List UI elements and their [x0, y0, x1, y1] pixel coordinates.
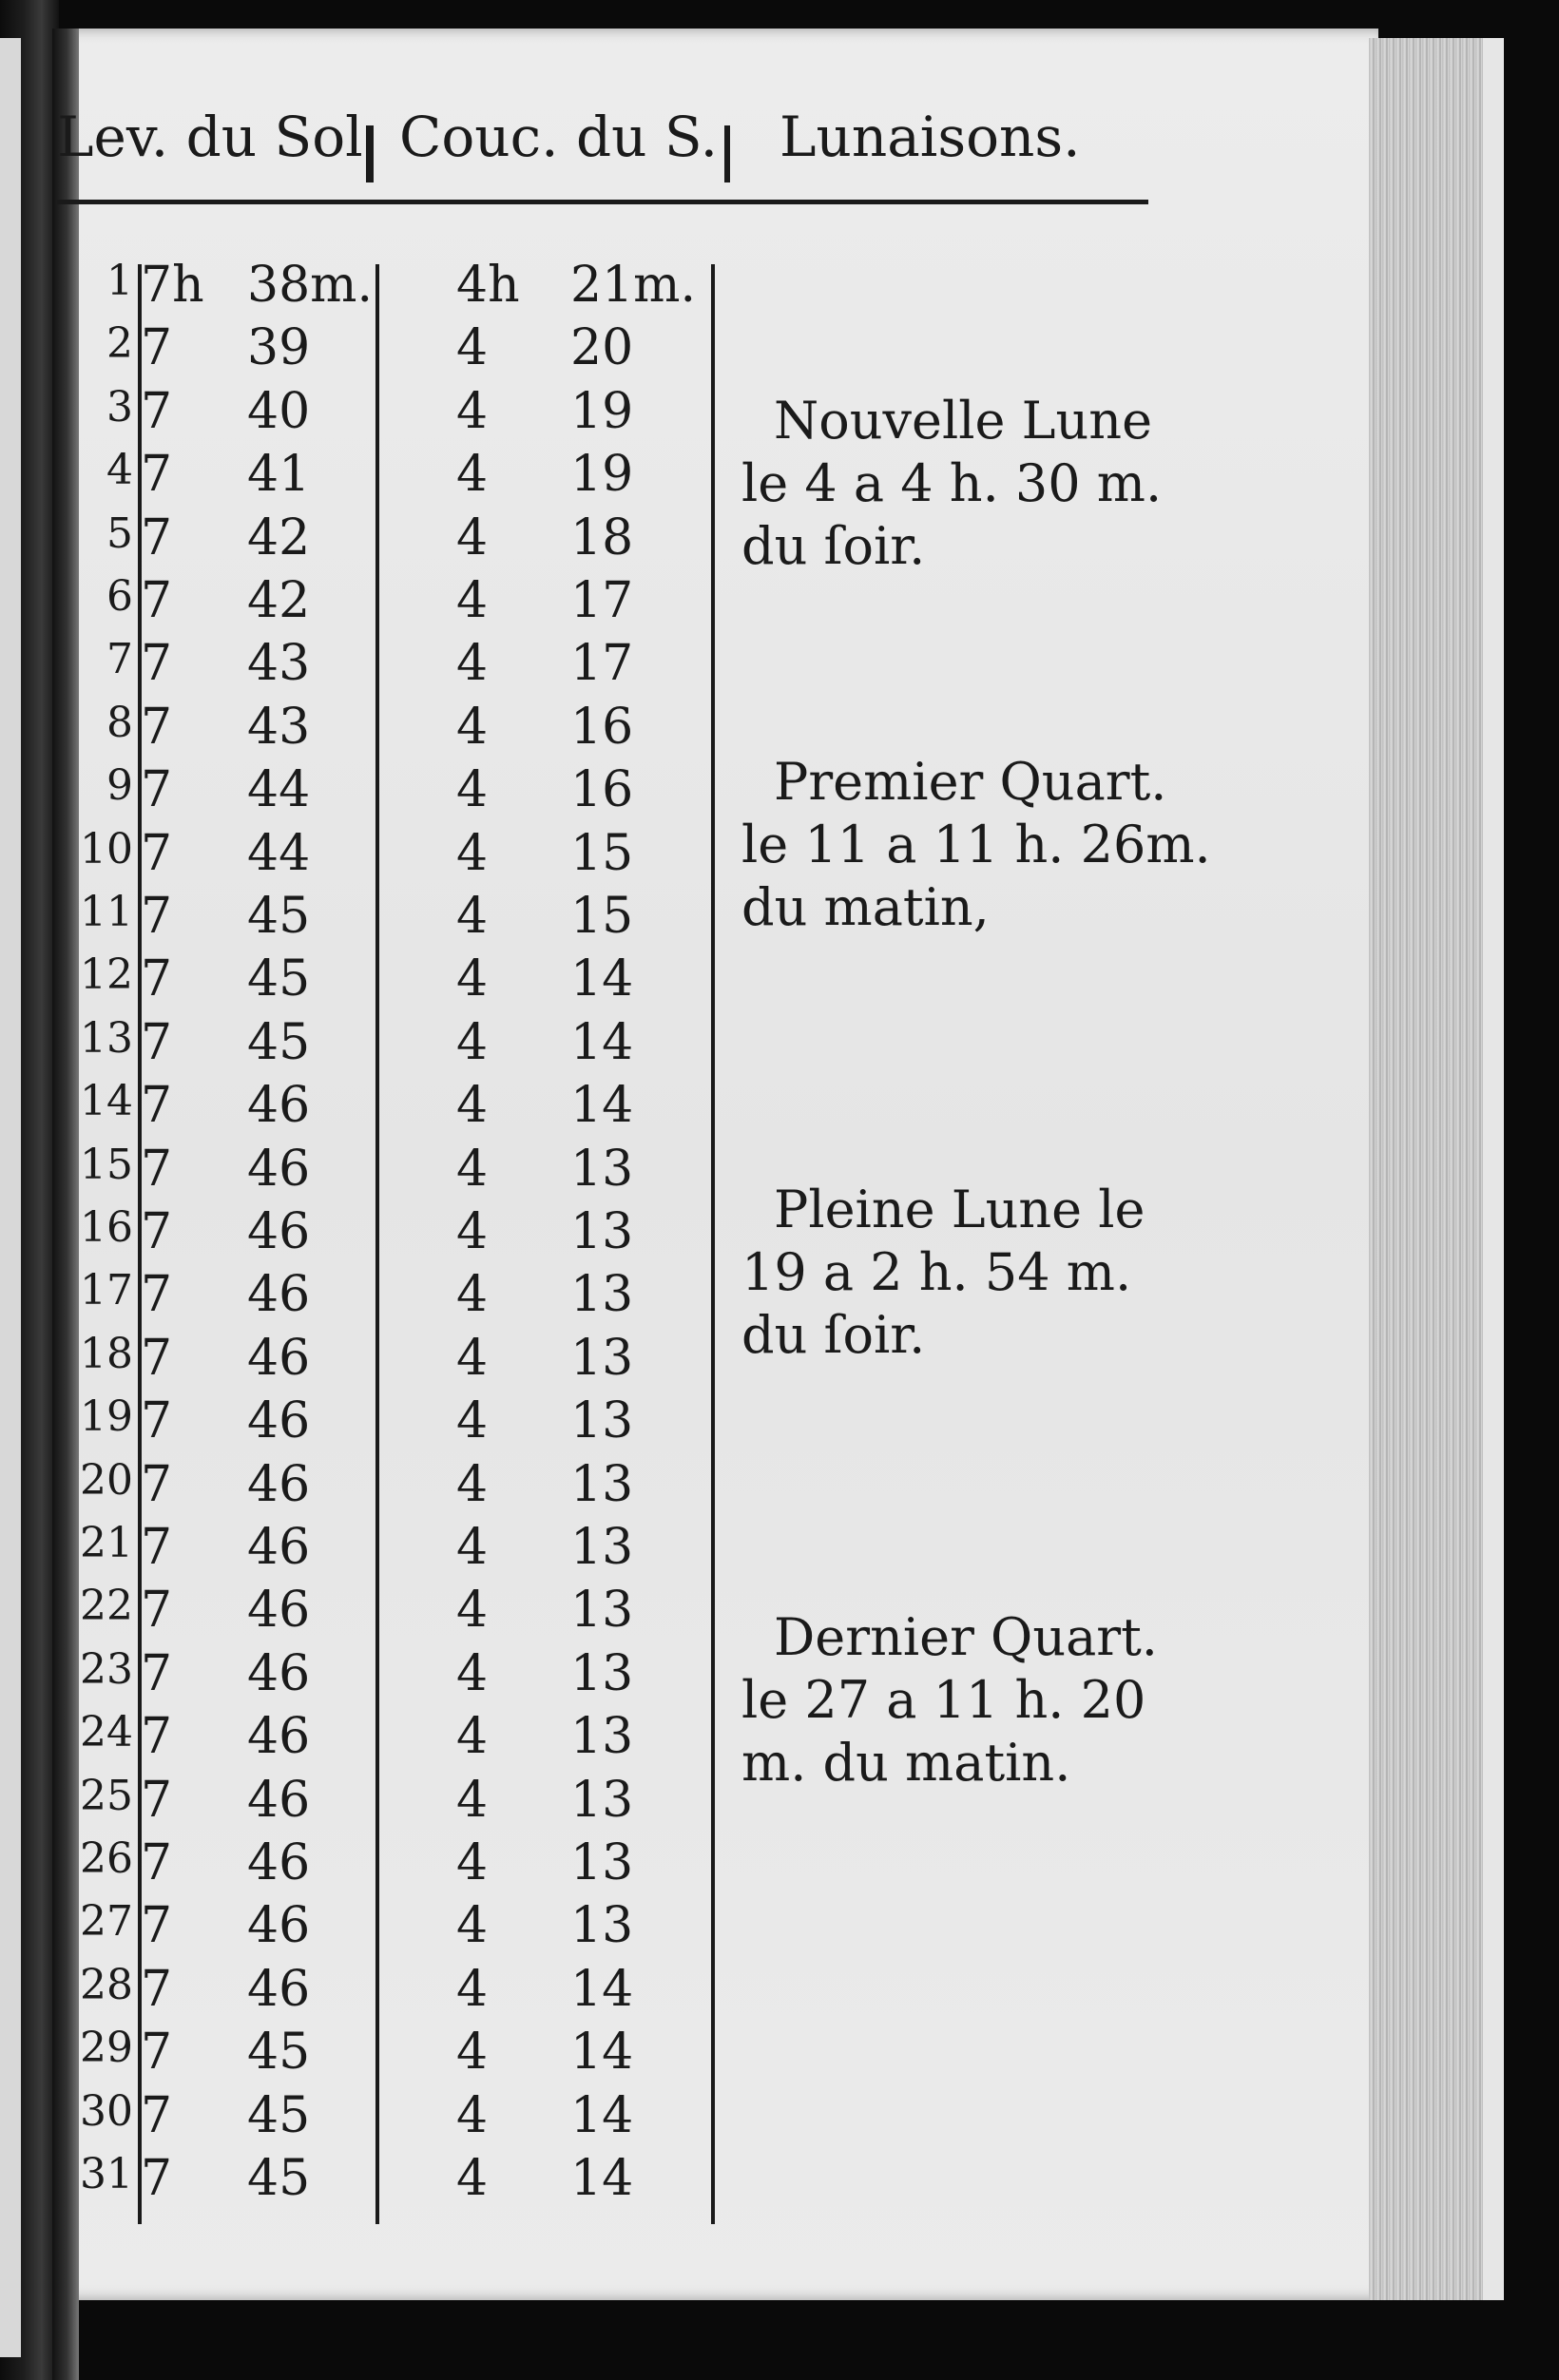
phase-title: Premier Quart. — [774, 752, 1167, 812]
sunrise-hour: 7 — [141, 1771, 173, 1829]
sunrise-minute: 46 — [247, 1897, 311, 1955]
sunrise-hour: 7 — [141, 1644, 173, 1702]
day-number: 11 — [80, 888, 133, 936]
sunset-minute: 13 — [570, 1266, 634, 1324]
day-number: 5 — [106, 509, 133, 558]
sunset-hour: 4 — [456, 1329, 489, 1387]
page-edges — [1369, 38, 1483, 2300]
phase-time-of-day: du ſoir. — [741, 516, 926, 576]
sunrise-minute: 46 — [247, 1140, 311, 1198]
day-number: 1 — [106, 257, 133, 305]
sunset-minute: 19 — [570, 382, 634, 440]
phase-date: le 4 a 4 h. 30 m. — [741, 453, 1163, 513]
sunset-minute: 19 — [570, 446, 634, 504]
sunrise-minute: 45 — [247, 888, 311, 945]
sunrise-minute: 46 — [247, 1960, 311, 2018]
sunset-minute: 15 — [570, 824, 634, 882]
phase-title: Nouvelle Lune — [774, 391, 1153, 451]
sunrise-minute: 46 — [247, 1582, 311, 1640]
sunset-minute: 13 — [570, 1897, 634, 1955]
day-number: 2 — [106, 319, 133, 369]
sunset-hour: 4 — [456, 572, 489, 629]
sunset-hour: 4 — [456, 1708, 489, 1766]
day-number: 4 — [106, 446, 133, 495]
sunset-hour: 4 — [456, 509, 489, 566]
day-number: 26 — [80, 1834, 133, 1883]
sunset-minute: 13 — [570, 1708, 634, 1766]
sunset-hour: 4 — [456, 1834, 489, 1891]
sunset-minute: 13 — [570, 1203, 634, 1260]
sunset-minute: 18 — [570, 509, 634, 566]
day-number: 30 — [80, 2086, 133, 2136]
sunrise-minute: 46 — [247, 1771, 311, 1829]
sunset-hour: 4 — [456, 698, 489, 756]
sunrise-hour: 7 — [141, 888, 173, 945]
sunset-minute: 21m. — [570, 257, 697, 314]
sunrise-minute: 46 — [247, 1329, 311, 1387]
sunrise-hour: 7 — [141, 1455, 173, 1513]
sunrise-minute: 45 — [247, 950, 311, 1008]
sunset-minute: 13 — [570, 1582, 634, 1640]
sunset-hour: 4 — [456, 446, 489, 504]
sunrise-minute: 46 — [247, 1392, 311, 1450]
sunset-hour: 4 — [456, 1266, 489, 1324]
sunrise-hour: 7 — [141, 446, 173, 504]
sunset-hour: 4h — [456, 257, 520, 314]
sunset-hour: 4 — [456, 319, 489, 377]
phase-date: le 11 a 11 h. 26m. — [741, 815, 1211, 874]
day-number: 7 — [106, 635, 133, 684]
sunset-minute: 13 — [570, 1329, 634, 1387]
sunrise-minute: 45 — [247, 2086, 311, 2144]
sunset-minute: 17 — [570, 572, 634, 629]
sunset-minute: 14 — [570, 2086, 634, 2144]
sunrise-minute: 43 — [247, 635, 311, 693]
sunrise-minute: 46 — [247, 1708, 311, 1766]
sunrise-minute: 42 — [247, 572, 311, 629]
sunset-hour: 4 — [456, 888, 489, 945]
sunrise-minute: 41 — [247, 446, 311, 504]
sunrise-minute: 46 — [247, 1644, 311, 1702]
phase-time-of-day: du ſoir. — [741, 1305, 926, 1365]
day-number: 9 — [106, 761, 133, 811]
sunset-minute: 13 — [570, 1834, 634, 1891]
sunrise-hour: 7 — [141, 1266, 173, 1324]
sunrise-minute: 38m. — [247, 257, 374, 314]
sunset-hour: 4 — [456, 382, 489, 440]
sunrise-hour: 7 — [141, 1960, 173, 2018]
phase-last-quarter — [741, 1606, 1188, 1795]
sunset-hour: 4 — [456, 1392, 489, 1450]
sunrise-minute: 46 — [247, 1266, 311, 1324]
left-page-edge — [0, 38, 21, 2357]
header-sunrise: Lev. du Sol — [57, 105, 363, 169]
sunset-hour: 4 — [456, 1140, 489, 1198]
day-number: 28 — [80, 1960, 133, 2009]
sunset-minute: 13 — [570, 1519, 634, 1576]
sunrise-hour: 7 — [141, 950, 173, 1008]
sunrise-hour: 7 — [141, 1077, 173, 1135]
sunrise-hour: 7 — [141, 382, 173, 440]
sunrise-hour: 7 — [141, 2024, 173, 2082]
sunrise-hour: 7 — [141, 761, 173, 819]
day-number: 18 — [80, 1329, 133, 1378]
sunset-hour: 4 — [456, 635, 489, 693]
phase-title: Dernier Quart. — [774, 1607, 1158, 1667]
sunrise-minute: 46 — [247, 1519, 311, 1576]
page-edge-highlight — [1483, 38, 1504, 2300]
sunset-hour: 4 — [456, 2150, 489, 2207]
sunset-minute: 14 — [570, 2024, 634, 2082]
phase-date: le 27 a 11 h. 20 — [741, 1670, 1146, 1730]
day-number: 16 — [80, 1203, 133, 1252]
sunrise-hour: 7 — [141, 1708, 173, 1766]
sunrise-hour: 7 — [141, 1519, 173, 1576]
header-rule — [57, 200, 1148, 204]
sunrise-minute: 45 — [247, 1013, 311, 1071]
header-separator-1 — [366, 125, 374, 182]
sunset-minute: 14 — [570, 1077, 634, 1135]
sunrise-hour: 7 — [141, 1392, 173, 1450]
day-number: 17 — [80, 1266, 133, 1315]
sunset-minute: 14 — [570, 1960, 634, 2018]
sunset-minute: 13 — [570, 1455, 634, 1513]
sunrise-minute: 39 — [247, 319, 311, 377]
sunset-hour: 4 — [456, 761, 489, 819]
day-number: 23 — [80, 1644, 133, 1694]
sunset-hour: 4 — [456, 2086, 489, 2144]
sunset-minute: 13 — [570, 1771, 634, 1829]
sunrise-minute: 44 — [247, 761, 311, 819]
day-number: 15 — [80, 1140, 133, 1189]
phase-date: 19 a 2 h. 54 m. — [741, 1242, 1132, 1302]
sunset-hour: 4 — [456, 1519, 489, 1576]
sunrise-minute: 45 — [247, 2150, 311, 2207]
sunset-minute: 14 — [570, 2150, 634, 2207]
day-number: 21 — [80, 1519, 133, 1567]
day-number: 13 — [80, 1013, 133, 1063]
sunrise-minute: 46 — [247, 1203, 311, 1260]
sunset-hour: 4 — [456, 1644, 489, 1702]
day-number: 8 — [106, 698, 133, 747]
header-moon-phases: Lunaisons. — [780, 105, 1081, 169]
phase-first-quarter — [741, 751, 1211, 939]
sunset-hour: 4 — [456, 824, 489, 882]
sunrise-hour: 7 — [141, 1897, 173, 1955]
header-separator-2 — [724, 125, 730, 182]
sunset-minute: 13 — [570, 1644, 634, 1702]
day-number: 10 — [80, 824, 133, 873]
header-sunset: Couc. du S. — [399, 105, 719, 169]
day-number: 3 — [106, 382, 133, 432]
day-number: 25 — [80, 1771, 133, 1820]
day-number: 6 — [106, 572, 133, 621]
sunrise-minute: 44 — [247, 824, 311, 882]
sunset-hour: 4 — [456, 1897, 489, 1955]
sunrise-minute: 43 — [247, 698, 311, 756]
sunrise-hour: 7 — [141, 635, 173, 693]
sunrise-hour: 7 — [141, 1582, 173, 1640]
sunset-minute: 13 — [570, 1140, 634, 1198]
sunrise-hour: 7 — [141, 1329, 173, 1387]
sunrise-minute: 46 — [247, 1455, 311, 1513]
phase-title: Pleine Lune le — [774, 1180, 1145, 1239]
sunrise-hour: 7 — [141, 509, 173, 566]
phase-time-of-day: m. du matin. — [741, 1733, 1071, 1793]
phase-full-moon — [741, 1179, 1188, 1367]
sunset-minute: 20 — [570, 319, 634, 377]
sunrise-hour: 7 — [141, 1834, 173, 1891]
sunrise-hour: 7 — [141, 572, 173, 629]
sunset-minute: 14 — [570, 1013, 634, 1071]
sunrise-hour: 7 — [141, 1013, 173, 1071]
phase-new-moon — [741, 390, 1188, 578]
sunrise-hour: 7 — [141, 1140, 173, 1198]
sunrise-hour: 7 — [141, 824, 173, 882]
day-number: 24 — [80, 1708, 133, 1757]
day-number: 31 — [80, 2150, 133, 2198]
sunrise-column-rule — [375, 264, 379, 2224]
sunrise-minute: 46 — [247, 1834, 311, 1891]
sunrise-hour: 7h — [141, 257, 204, 314]
sunrise-hour: 7 — [141, 2150, 173, 2207]
sunset-hour: 4 — [456, 1077, 489, 1135]
sunset-hour: 4 — [456, 1582, 489, 1640]
sunset-minute: 15 — [570, 888, 634, 945]
sunset-minute: 16 — [570, 761, 634, 819]
sunrise-minute: 42 — [247, 509, 311, 566]
sunrise-hour: 7 — [141, 2086, 173, 2144]
sunset-minute: 17 — [570, 635, 634, 693]
sunrise-minute: 45 — [247, 2024, 311, 2082]
sunrise-hour: 7 — [141, 1203, 173, 1260]
sunset-hour: 4 — [456, 950, 489, 1008]
sunrise-minute: 46 — [247, 1077, 311, 1135]
sunset-hour: 4 — [456, 1960, 489, 2018]
sunset-hour: 4 — [456, 1455, 489, 1513]
day-number: 27 — [80, 1897, 133, 1947]
sunset-minute: 13 — [570, 1392, 634, 1450]
sunset-column-rule — [711, 264, 715, 2224]
sunrise-hour: 7 — [141, 698, 173, 756]
day-number: 12 — [80, 950, 133, 1000]
sunset-hour: 4 — [456, 1013, 489, 1071]
day-number: 20 — [80, 1455, 133, 1505]
phase-time-of-day: du matin, — [741, 877, 990, 937]
day-number: 14 — [80, 1077, 133, 1126]
day-number: 29 — [80, 2024, 133, 2073]
day-number: 22 — [80, 1582, 133, 1631]
sunrise-hour: 7 — [141, 319, 173, 377]
sunset-hour: 4 — [456, 2024, 489, 2082]
sunset-minute: 16 — [570, 698, 634, 756]
sunset-minute: 14 — [570, 950, 634, 1008]
day-number: 19 — [80, 1392, 133, 1442]
sunset-hour: 4 — [456, 1203, 489, 1260]
sunset-hour: 4 — [456, 1771, 489, 1829]
sunrise-minute: 40 — [247, 382, 311, 440]
